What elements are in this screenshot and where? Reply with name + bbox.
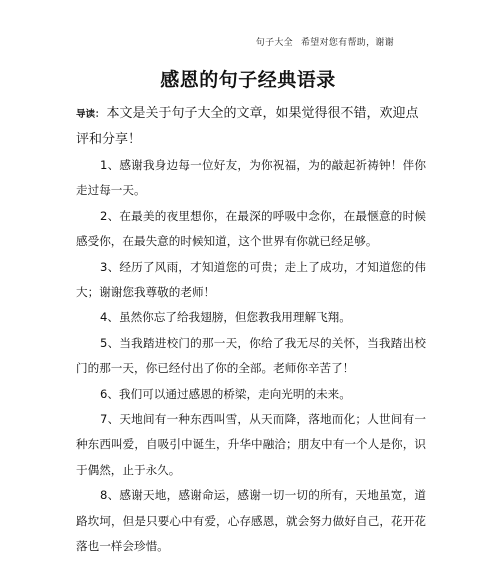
page-header-note bbox=[256, 37, 394, 49]
quote-item-4: 4、虽然你忘了给我翅膀，但您教我用理解飞翔。 bbox=[100, 310, 351, 325]
article-intro bbox=[76, 101, 426, 152]
header-site-name: 句子大全 bbox=[255, 38, 293, 48]
quote-item-3: 3、经历了风雨，才知道您的可贵；走上了成功，才知道您的伟大；谢谢您我尊敬的老师！ bbox=[76, 259, 426, 300]
quote-item-7: 7、天地间有一种东西叫雪，从天而降，落地而化；人世间有一种东西叫爱，自吸引中诞生，升华中融洽；朋友中有一个人是你，识于偶然，止于永久。 bbox=[76, 412, 426, 477]
article-title: 感恩的句子经典语录 bbox=[160, 69, 336, 91]
quote-item-1: 1、感谢我身边每一位好友，为你祝福，为的敲起祈祷钟！伴你走过每一天。 bbox=[76, 158, 426, 198]
quote-item-6: 6、我们可以通过感恩的桥梁，走向光明的未来。 bbox=[100, 386, 351, 401]
quote-item-8: 8、感谢天地，感谢命运，感谢一切一切的所有，天地虽宽，道路坎坷，但是只要心中有爱，心存感恩，就会努力做好自己，花开花落也一样会珍惜。 bbox=[76, 488, 426, 554]
intro-label: 导读： bbox=[76, 109, 105, 120]
article-body bbox=[76, 101, 426, 560]
quote-item-5: 5、当我踏进校门的那一天，你给了我无尽的关怀，当我踏出校门的那一天，你已经付出了你的全部。老师你辛苦了！ bbox=[76, 335, 426, 376]
intro-text: 本文是关于句子大全的文章，如果觉得很不错，欢迎点评和分享！ bbox=[76, 106, 419, 147]
header-note-text: 希望对您有帮助，谢谢 bbox=[300, 38, 394, 48]
header-divider bbox=[60, 52, 436, 53]
quote-item-2: 2、在最美的夜里想你，在最深的呼吸中念你，在最惬意的时候感受你，在最失意的时候知道，这个世界有你就已经足够。 bbox=[76, 208, 426, 249]
